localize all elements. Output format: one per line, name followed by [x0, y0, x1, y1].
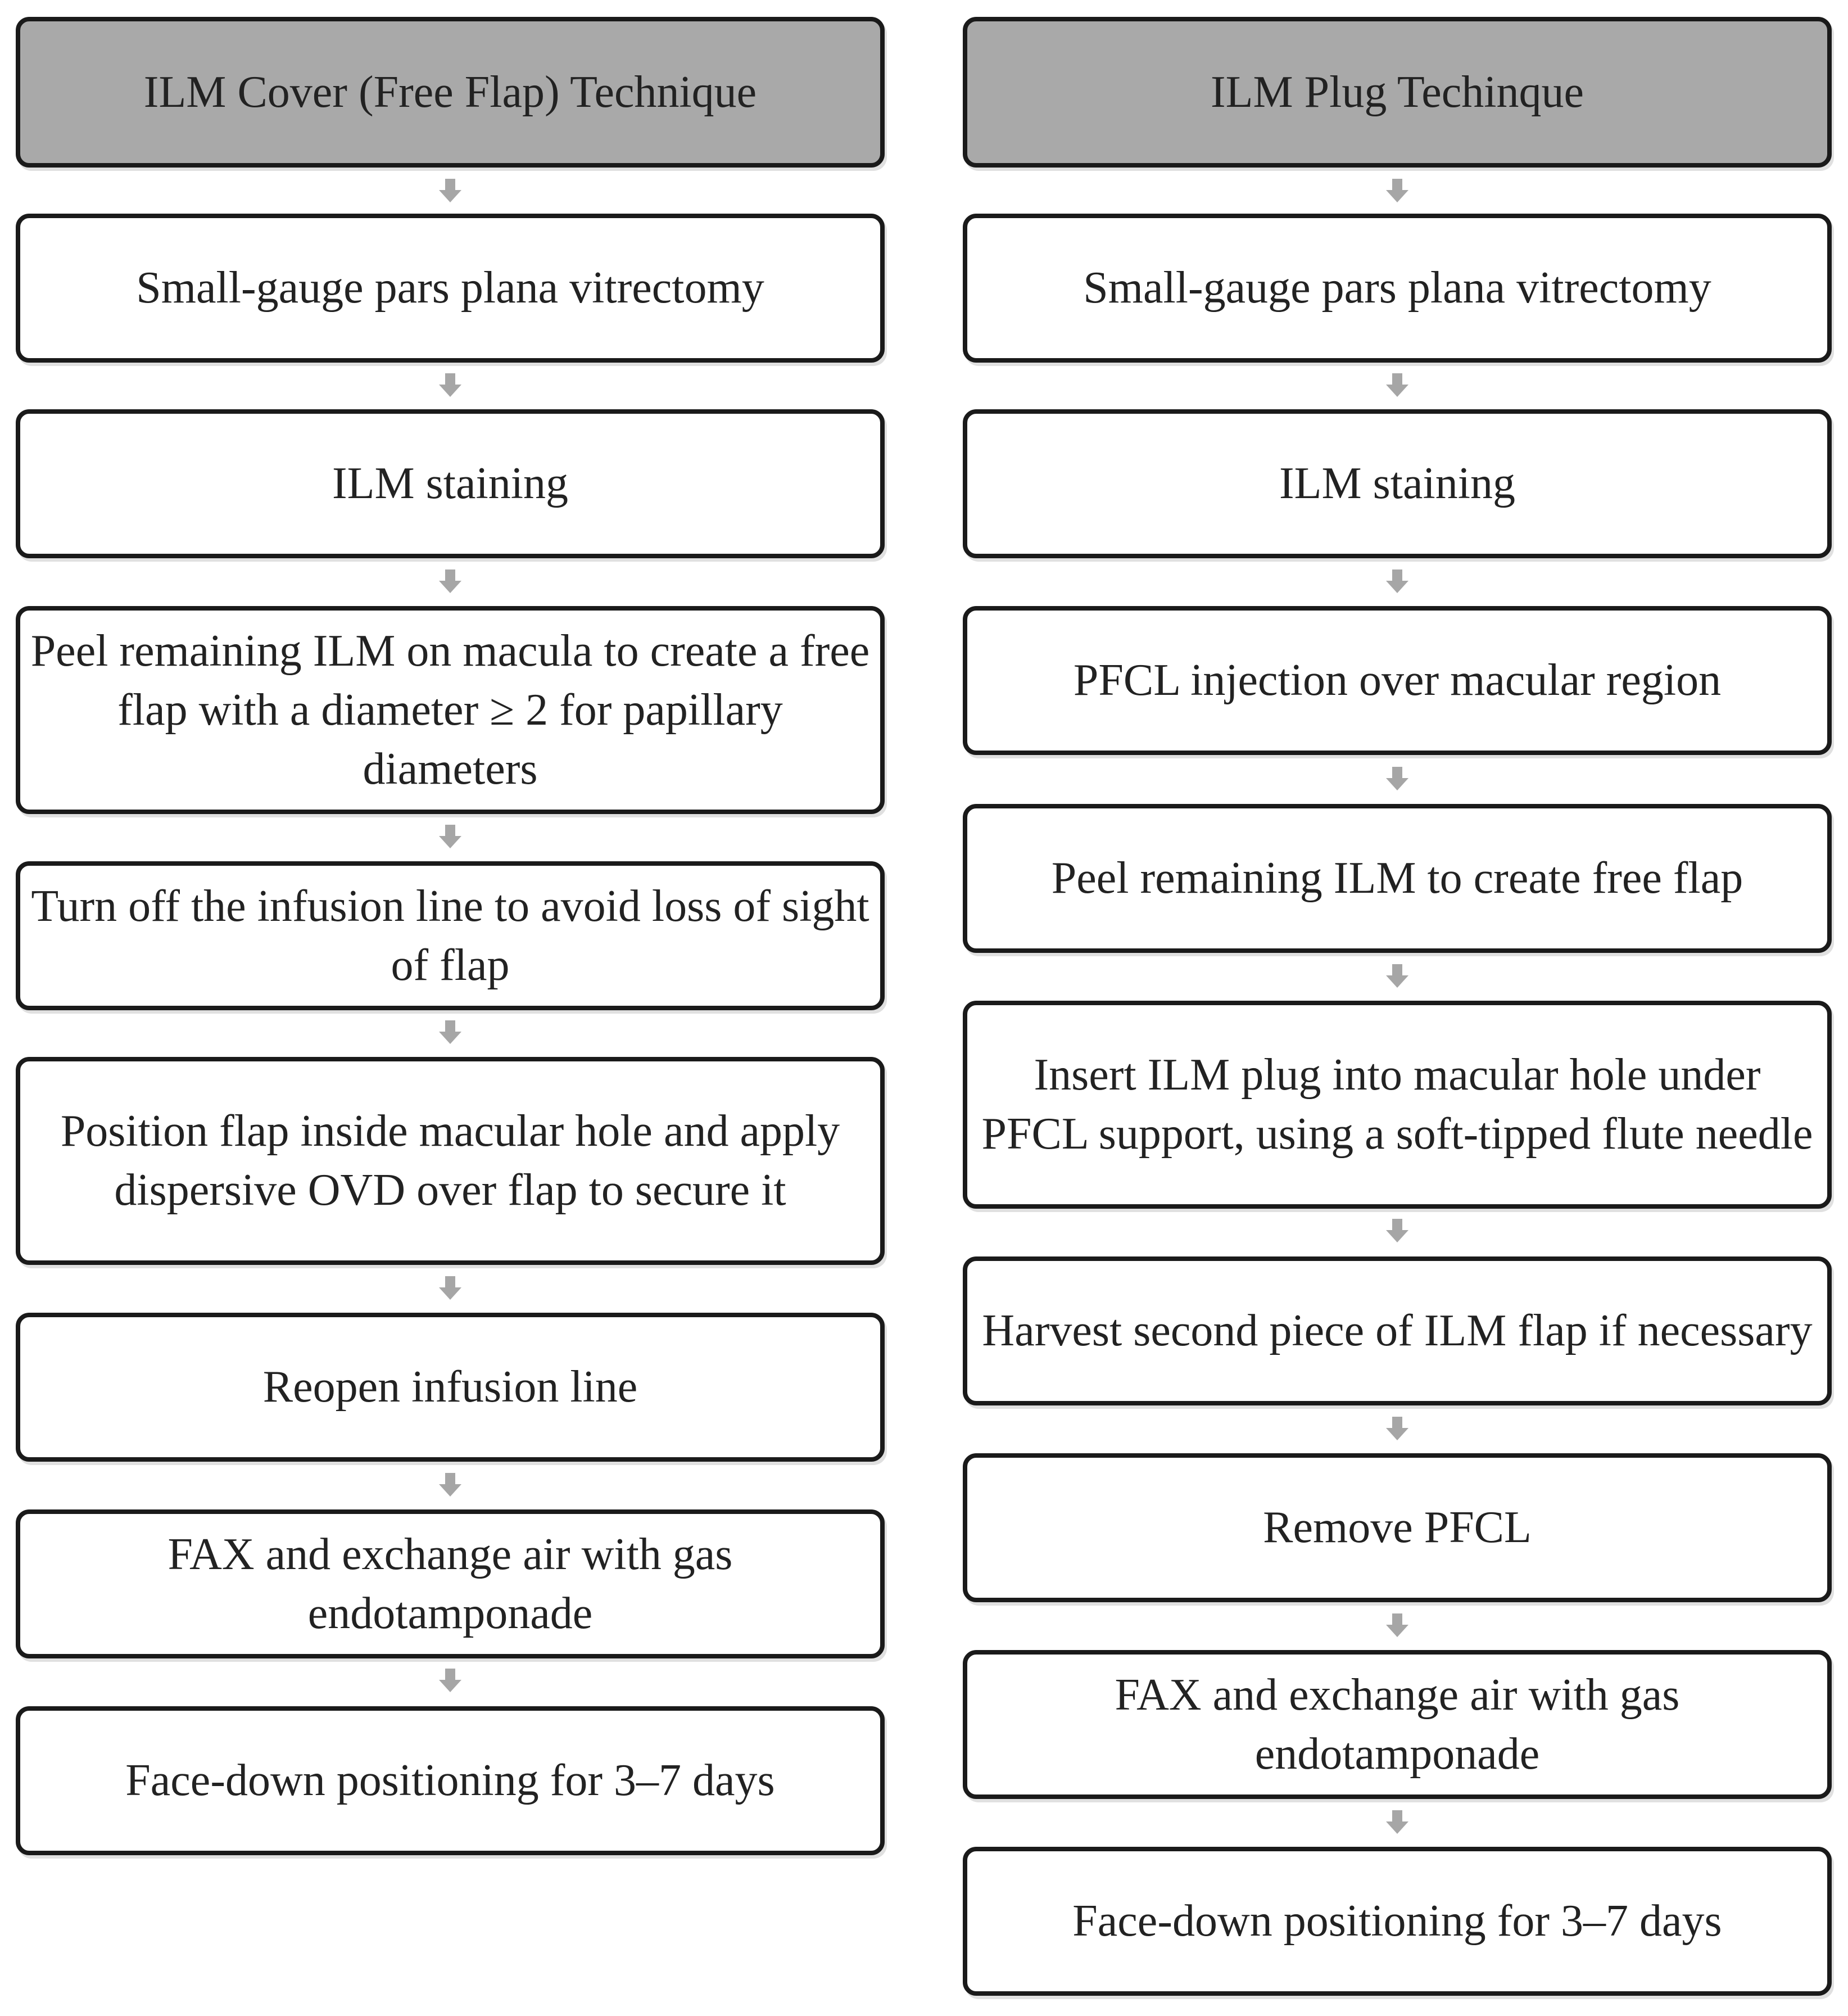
plug-step-6: Harvest second piece of ILM flap if necessary	[963, 1256, 1832, 1405]
plug-step-5: Insert ILM plug into macular hole under PFCL support, using a soft-tipped flute needle	[963, 1001, 1832, 1209]
cover-step-2: ILM staining	[16, 409, 885, 558]
arrow-down-icon	[439, 373, 461, 398]
arrow-down-icon	[1386, 1613, 1408, 1638]
arrow-down-icon	[1386, 964, 1408, 989]
plug-technique-header: ILM Plug Techinque	[963, 17, 1832, 168]
plug-step-4: Peel remaining ILM to create free flap	[963, 804, 1832, 953]
cover-technique-flowchart	[16, 0, 885, 2016]
arrow-down-icon	[439, 1020, 461, 1045]
plug-step-2: ILM staining	[963, 409, 1832, 558]
cover-step-3: Peel remaining ILM on macula to create a free flap with a diameter ≥ 2 for papillary diameters	[16, 606, 885, 814]
arrow-down-icon	[439, 569, 461, 594]
cover-technique-header: ILM Cover (Free Flap) Technique	[16, 17, 885, 168]
arrow-down-icon	[1386, 1810, 1408, 1835]
cover-step-5: Position flap inside macular hole and apply dispersive OVD over flap to secure it	[16, 1057, 885, 1265]
cover-step-1: Small-gauge pars plana vitrectomy	[16, 214, 885, 363]
arrow-down-icon	[439, 1669, 461, 1693]
arrow-down-icon	[439, 1276, 461, 1301]
arrow-down-icon	[1386, 1219, 1408, 1244]
plug-technique-flowchart	[963, 0, 1832, 2016]
plug-step-7: Remove PFCL	[963, 1453, 1832, 1602]
arrow-down-icon	[1386, 373, 1408, 398]
arrow-down-icon	[1386, 569, 1408, 594]
plug-step-8: FAX and exchange air with gas endotamponade	[963, 1650, 1832, 1799]
arrow-down-icon	[1386, 179, 1408, 204]
arrow-down-icon	[1386, 767, 1408, 792]
arrow-down-icon	[1386, 1417, 1408, 1441]
arrow-down-icon	[439, 179, 461, 204]
cover-step-4: Turn off the infusion line to avoid loss of sight of flap	[16, 861, 885, 1010]
arrow-down-icon	[439, 1473, 461, 1498]
plug-step-3: PFCL injection over macular region	[963, 606, 1832, 755]
cover-step-8: Face-down positioning for 3–7 days	[16, 1706, 885, 1855]
plug-step-1: Small-gauge pars plana vitrectomy	[963, 214, 1832, 363]
arrow-down-icon	[439, 825, 461, 849]
cover-step-6: Reopen infusion line	[16, 1313, 885, 1462]
cover-step-7: FAX and exchange air with gas endotamponade	[16, 1509, 885, 1658]
plug-step-9: Face-down positioning for 3–7 days	[963, 1847, 1832, 1996]
